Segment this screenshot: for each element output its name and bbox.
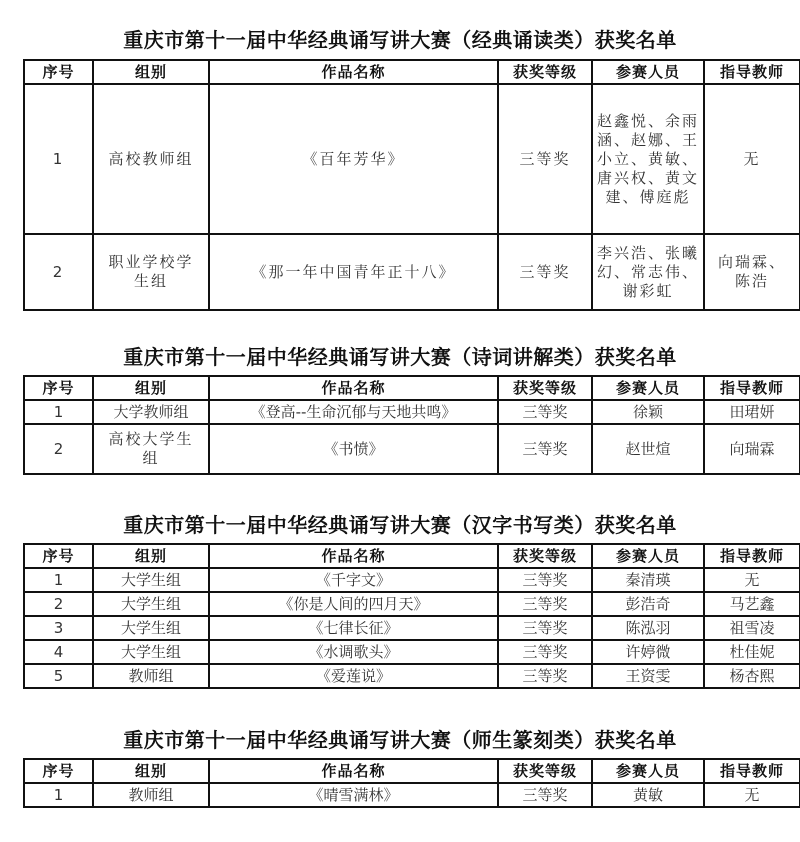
header-members: 参赛人员 — [592, 376, 704, 400]
table-header-row — [24, 759, 800, 783]
cell-level: 三等奖 — [498, 616, 592, 640]
header-teacher: 指导教师 — [704, 60, 800, 84]
cell-group: 职业学校学生组 — [93, 234, 209, 310]
header-level: 获奖等级 — [498, 759, 592, 783]
header-level: 获奖等级 — [498, 60, 592, 84]
cell-group: 大学生组 — [93, 592, 209, 616]
cell-teacher: 马艺鑫 — [704, 592, 800, 616]
cell-members: 赵鑫悦、余雨涵、赵娜、王小立、黄敏、唐兴权、黄文建、傅庭彪 — [592, 84, 704, 234]
section-title: 重庆市第十一届中华经典诵写讲大赛（经典诵读类）获奖名单 — [123, 28, 677, 52]
cell-group: 大学生组 — [93, 568, 209, 592]
table-row — [24, 783, 800, 807]
table-header-row — [24, 376, 800, 400]
cell-level: 三等奖 — [498, 664, 592, 688]
table-header-row — [24, 60, 800, 84]
cell-level: 三等奖 — [498, 424, 592, 474]
header-members: 参赛人员 — [592, 544, 704, 568]
award-table — [23, 59, 800, 311]
award-table — [23, 543, 800, 689]
cell-work: 《晴雪满林》 — [209, 783, 498, 807]
cell-members: 王资雯 — [592, 664, 704, 688]
table-header-row — [24, 544, 800, 568]
cell-members: 黄敏 — [592, 783, 704, 807]
header-work: 作品名称 — [209, 544, 498, 568]
header-group: 组别 — [93, 376, 209, 400]
cell-work: 《书愤》 — [209, 424, 498, 474]
cell-members: 徐颖 — [592, 400, 704, 424]
cell-level: 三等奖 — [498, 84, 592, 234]
header-work: 作品名称 — [209, 759, 498, 783]
header-level: 获奖等级 — [498, 376, 592, 400]
cell-group: 教师组 — [93, 664, 209, 688]
section-title: 重庆市第十一届中华经典诵写讲大赛（汉字书写类）获奖名单 — [123, 513, 677, 537]
cell-index: 2 — [24, 424, 93, 474]
cell-index: 4 — [24, 640, 93, 664]
header-teacher: 指导教师 — [704, 759, 800, 783]
header-work: 作品名称 — [209, 376, 498, 400]
cell-group: 高校教师组 — [93, 84, 209, 234]
cell-index: 1 — [24, 84, 93, 234]
award-table — [23, 758, 800, 808]
header-members: 参赛人员 — [592, 60, 704, 84]
cell-level: 三等奖 — [498, 400, 592, 424]
table-row — [24, 84, 800, 234]
header-index: 序号 — [24, 376, 93, 400]
cell-teacher: 杜佳妮 — [704, 640, 800, 664]
cell-teacher: 无 — [704, 568, 800, 592]
cell-teacher: 田珺妍 — [704, 400, 800, 424]
cell-teacher: 杨杏熙 — [704, 664, 800, 688]
cell-index: 1 — [24, 783, 93, 807]
cell-work: 《千字文》 — [209, 568, 498, 592]
header-group: 组别 — [93, 60, 209, 84]
cell-index: 2 — [24, 234, 93, 310]
award-table — [23, 375, 800, 475]
table-row — [24, 568, 800, 592]
header-index: 序号 — [24, 759, 93, 783]
cell-teacher: 祖雪凌 — [704, 616, 800, 640]
cell-index: 1 — [24, 568, 93, 592]
cell-group: 大学生组 — [93, 616, 209, 640]
header-index: 序号 — [24, 544, 93, 568]
table-row — [24, 234, 800, 310]
cell-work: 《你是人间的四月天》 — [209, 592, 498, 616]
cell-work: 《百年芳华》 — [209, 84, 498, 234]
cell-teacher: 向瑞霖 — [704, 424, 800, 474]
cell-members: 赵世煊 — [592, 424, 704, 474]
cell-level: 三等奖 — [498, 640, 592, 664]
cell-teacher: 无 — [704, 783, 800, 807]
header-group: 组别 — [93, 759, 209, 783]
cell-index: 2 — [24, 592, 93, 616]
cell-teacher: 无 — [704, 84, 800, 234]
table-row — [24, 640, 800, 664]
cell-level: 三等奖 — [498, 234, 592, 310]
cell-work: 《七律长征》 — [209, 616, 498, 640]
cell-group: 高校大学生组 — [93, 424, 209, 474]
cell-group: 大学教师组 — [93, 400, 209, 424]
cell-group: 大学生组 — [93, 640, 209, 664]
header-group: 组别 — [93, 544, 209, 568]
cell-level: 三等奖 — [498, 568, 592, 592]
cell-index: 3 — [24, 616, 93, 640]
cell-members: 李兴浩、张曦幻、常志伟、谢彩虹 — [592, 234, 704, 310]
cell-group: 教师组 — [93, 783, 209, 807]
table-row — [24, 616, 800, 640]
header-index: 序号 — [24, 60, 93, 84]
header-level: 获奖等级 — [498, 544, 592, 568]
cell-index: 5 — [24, 664, 93, 688]
cell-teacher: 向瑞霖、陈浩 — [704, 234, 800, 310]
cell-work: 《水调歌头》 — [209, 640, 498, 664]
cell-members: 许婷微 — [592, 640, 704, 664]
table-row — [24, 424, 800, 474]
cell-members: 彭浩奇 — [592, 592, 704, 616]
header-work: 作品名称 — [209, 60, 498, 84]
cell-index: 1 — [24, 400, 93, 424]
header-members: 参赛人员 — [592, 759, 704, 783]
table-row — [24, 664, 800, 688]
header-teacher: 指导教师 — [704, 376, 800, 400]
table-row — [24, 592, 800, 616]
section-title: 重庆市第十一届中华经典诵写讲大赛（诗词讲解类）获奖名单 — [123, 345, 677, 369]
header-teacher: 指导教师 — [704, 544, 800, 568]
cell-members: 秦清瑛 — [592, 568, 704, 592]
cell-level: 三等奖 — [498, 592, 592, 616]
cell-work: 《那一年中国青年正十八》 — [209, 234, 498, 310]
table-row — [24, 400, 800, 424]
cell-work: 《登高--生命沉郁与天地共鸣》 — [209, 400, 498, 424]
cell-work: 《爱莲说》 — [209, 664, 498, 688]
cell-level: 三等奖 — [498, 783, 592, 807]
section-title: 重庆市第十一届中华经典诵写讲大赛（师生篆刻类）获奖名单 — [123, 728, 677, 752]
cell-members: 陈泓羽 — [592, 616, 704, 640]
